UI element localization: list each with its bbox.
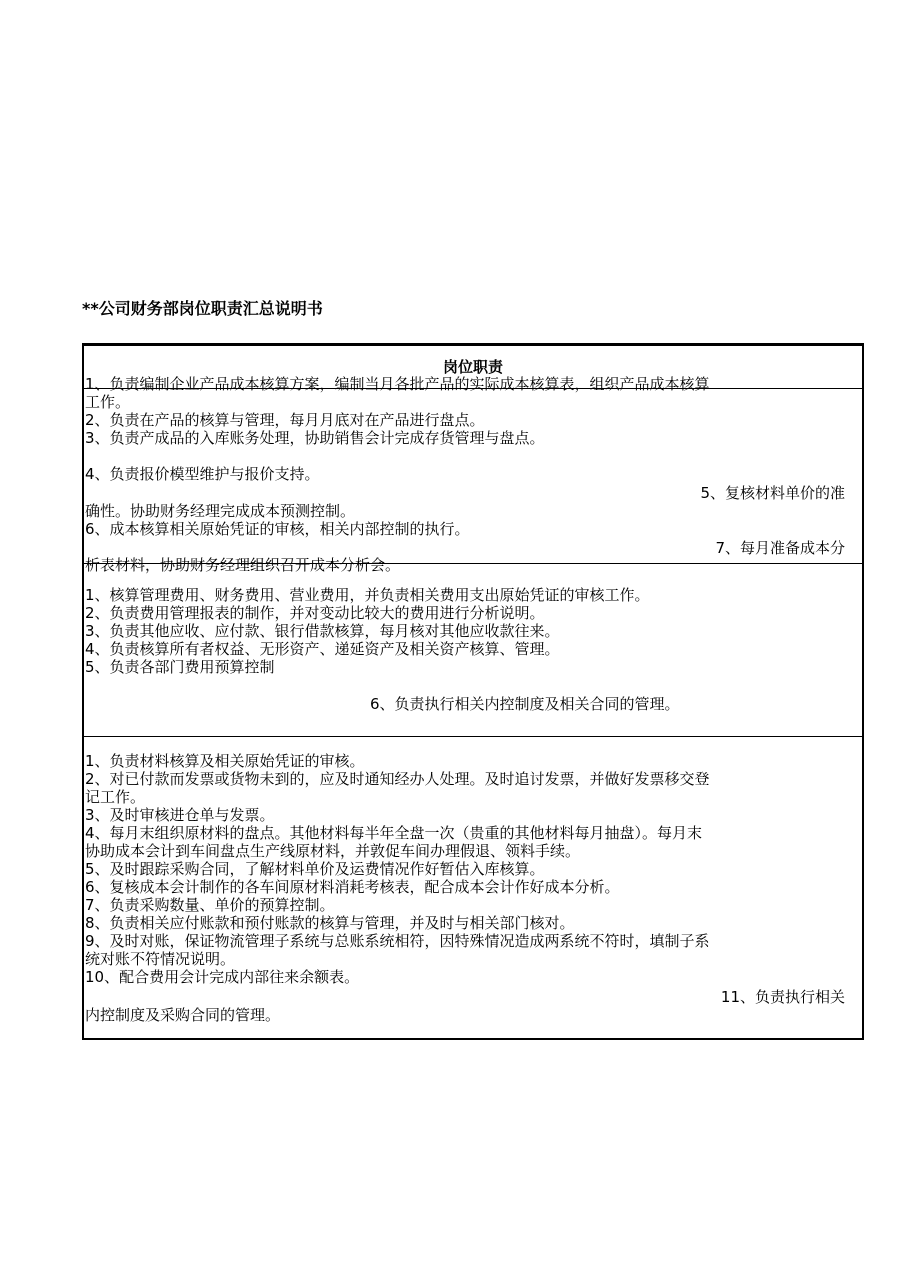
section3-line: 统对账不符情况说明。 [85,950,236,968]
section2-line: 6、负责执行相关内控制度及相关合同的管理。 [370,695,680,713]
section3-line: 3、及时审核进仓单与发票。 [85,806,275,824]
section3-line: 协助成本会计到车间盘点生产线原材料，并敦促车间办理假退、领料手续。 [85,842,581,860]
section3-line: 4、每月末组织原材料的盘点。其他材料每半年全盘一次（贵重的其他材料每月抽盘）。每月末 [85,824,703,842]
section1-line: 4、负责报价模型维护与报价支持。 [85,465,320,483]
table-header: 岗位职责 [442,358,503,376]
section3-line: 内控制度及采购合同的管理。 [85,1006,281,1024]
section3-line: 记工作。 [85,788,146,806]
section3-line: 10、配合费用会计完成内部往来余额表。 [85,968,360,986]
section3-line: 1、负责材料核算及相关原始凭证的审核。 [85,752,365,770]
section-divider-2 [82,736,864,737]
section3-line: 5、及时跟踪采购合同，了解材料单价及运费情况作好暂估入库核算。 [85,860,545,878]
section2-line: 5、负责各部门费用预算控制 [85,658,275,676]
section3-line: 8、负责相关应付账款和预付账款的核算与管理，并及时与相关部门核对。 [85,914,575,932]
section1-line: 确性。协助财务经理完成成本预测控制。 [85,502,356,520]
section1-line: 7、每月准备成本分 [715,539,845,557]
section3-line: 2、对已付款而发票或货物未到的，应及时通知经办人处理。及时追讨发票，并做好发票移交登 [85,770,710,788]
section3-line: 7、负责采购数量、单价的预算控制。 [85,896,335,914]
section2-line: 4、负责核算所有者权益、无形资产、递延资产及相关资产核算、管理。 [85,640,560,658]
section1-line: 析表材料，协助财务经理组织召开成本分析会。 [85,556,401,574]
section3-line: 11、负责执行相关 [720,988,845,1006]
document-title: **公司财务部岗位职责汇总说明书 [82,299,323,318]
section3-line: 9、及时对账，保证物流管理子系统与总账系统相符，因特殊情况造成两系统不符时，填制子系 [85,932,710,950]
section3-line: 6、复核成本会计制作的各车间原材料消耗考核表，配合成本会计作好成本分析。 [85,878,620,896]
section1-line: 6、成本核算相关原始凭证的审核，相关内部控制的执行。 [85,520,470,538]
section1-line: 5、复核材料单价的准 [700,484,845,502]
section1-line: 3、负责产成品的入库账务处理，协助销售会计完成存货管理与盘点。 [85,429,545,447]
section1-line: 工作。 [85,393,131,411]
section1-line: 1、负责编制企业产品成本核算方案，编制当月各批产品的实际成本核算表，组织产品成本核算 [85,375,710,393]
section2-line: 3、负责其他应收、应付款、银行借款核算，每月核对其他应收款往来。 [85,622,560,640]
section2-line: 2、负责费用管理报表的制作，并对变动比较大的费用进行分析说明。 [85,604,545,622]
section1-line: 2、负责在产品的核算与管理，每月月底对在产品进行盘点。 [85,411,485,429]
section2-line: 1、核算管理费用、财务费用、营业费用，并负责相关费用支出原始凭证的审核工作。 [85,586,650,604]
